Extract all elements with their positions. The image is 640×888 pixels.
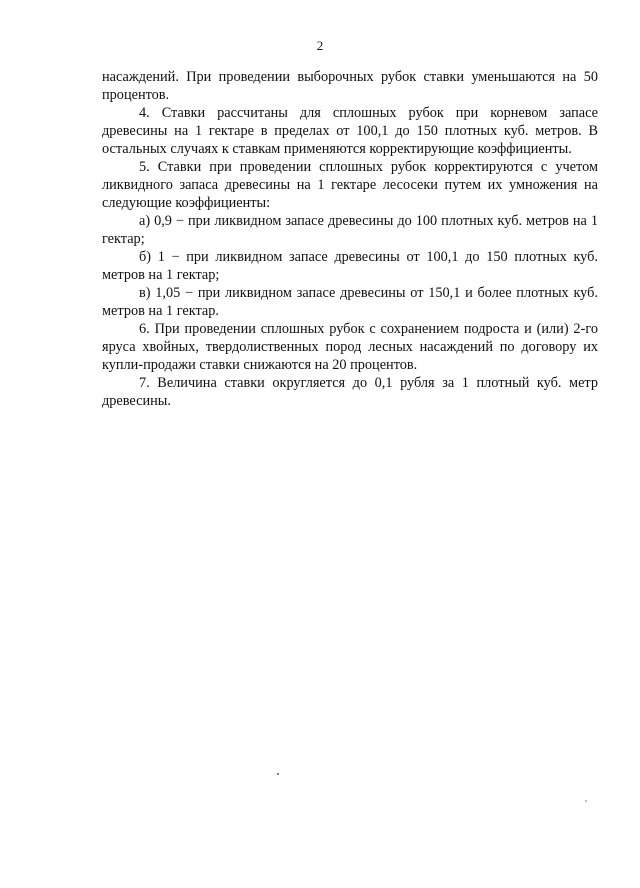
paragraph-item-6: 6. При проведении сплошных рубок с сохранением подроста и (или) 2-го яруса хвойных, твердолиственных пород лесных насаждений по договору их купли-продажи ставки снижаются на 20 процентов. xyxy=(102,321,598,373)
scan-speck xyxy=(585,800,587,802)
document-body xyxy=(102,68,598,410)
scan-speck xyxy=(277,773,279,775)
paragraph-item-5: 5. Ставки при проведении сплошных рубок корректируются с учетом ликвидного запаса древесины на 1 гектаре лесосеки путем их умножения на следующие коэффициенты: xyxy=(102,159,598,211)
paragraph-subitem-a: а) 0,9 − при ликвидном запасе древесины до 100 плотных куб. метров на 1 гектар; xyxy=(102,213,598,247)
paragraph-item-7: 7. Величина ставки округляется до 0,1 рубля за 1 плотный куб. метр древесины. xyxy=(102,375,598,409)
paragraph-continuation: насаждений. При проведении выборочных рубок ставки уменьшаются на 50 процентов. xyxy=(102,69,598,103)
paragraph-subitem-v: в) 1,05 − при ликвидном запасе древесины от 150,1 и более плотных куб. метров на 1 гектар. xyxy=(102,285,598,319)
page-number: 2 xyxy=(316,38,324,53)
paragraph-subitem-b: б) 1 − при ликвидном запасе древесины от 100,1 до 150 плотных куб. метров на 1 гектар; xyxy=(102,249,598,283)
paragraph-item-4: 4. Ставки рассчитаны для сплошных рубок при корневом запасе древесины на 1 гектаре в пределах от 100,1 до 150 плотных куб. метров. В остальных случаях к ставкам применяются корректирующие коэффициенты. xyxy=(102,105,598,157)
